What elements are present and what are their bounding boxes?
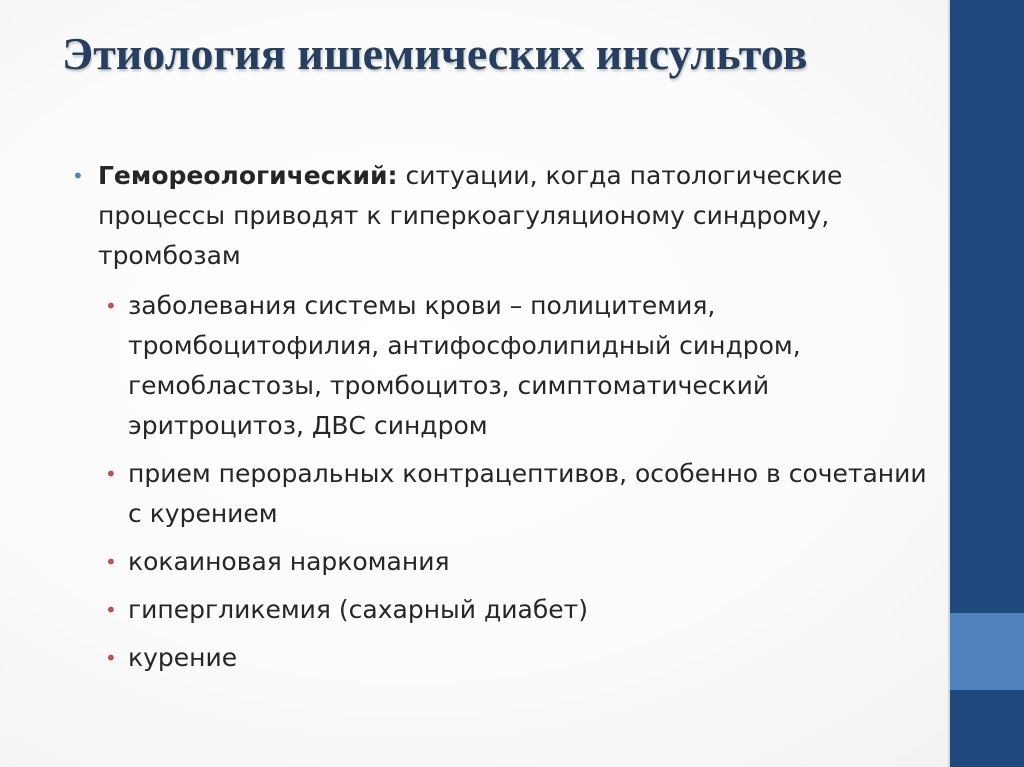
sub-bullet: [72, 542, 927, 582]
slide-title: Этиология ишемических инсультов: [62, 28, 808, 79]
sub-bullet-text: кокаиновая наркомания: [128, 547, 450, 576]
sub-bullet-text: курение: [128, 643, 238, 672]
sub-bullet-list: [72, 286, 927, 678]
bullet-icon: •: [72, 164, 84, 188]
bullet-icon: •: [105, 294, 117, 318]
sub-bullet-text: гипергликемия (сахарный диабет): [128, 595, 588, 624]
main-bullet-lead: Гемореологический:: [98, 161, 398, 190]
main-bullet: [72, 156, 927, 276]
sub-bullet: [72, 638, 927, 678]
main-bullet-text: ситуации, когда патологические процессы приводят к гиперкоагуляционому синдрому, тромбозам: [98, 161, 843, 270]
sub-bullet: [72, 286, 927, 446]
side-accent: [950, 613, 1024, 690]
bullet-icon: •: [105, 646, 117, 670]
bullet-icon: •: [105, 550, 117, 574]
slide-content: [72, 156, 927, 686]
bullet-icon: •: [105, 462, 117, 486]
sub-bullet: [72, 590, 927, 630]
bullet-icon: •: [105, 598, 117, 622]
sub-bullet: [72, 454, 927, 534]
sub-bullet-text: прием пероральных контрацептивов, особенно в сочетании с курением: [128, 459, 927, 528]
sub-bullet-text: заболевания системы крови – полицитемия, тромбоцитофилия, антифосфолипидный синдром, гемобластозы, тромбоцитоз, симптоматический эритроцитоз, ДВС синдром: [128, 291, 801, 440]
